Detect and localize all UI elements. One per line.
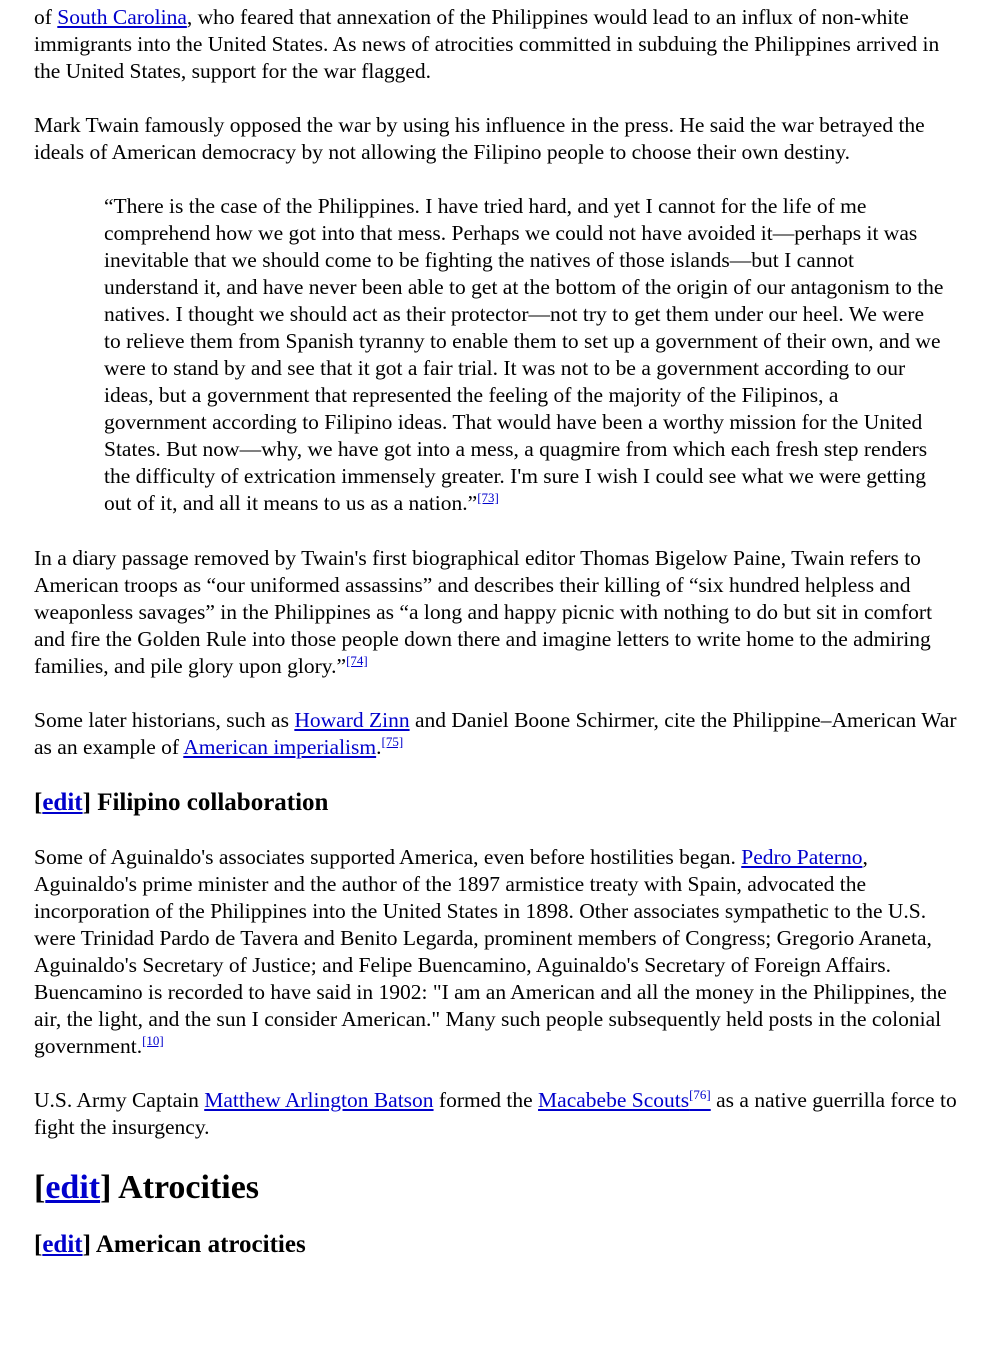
heading-filipino-collaboration-text: Filipino collaboration	[97, 789, 329, 816]
paragraph-aguinaldo-associates	[34, 844, 964, 1060]
heading-atrocities: [edit] Atrocities	[34, 1169, 260, 1206]
p3-text: In a diary passage removed by Twain's first biographical editor Thomas Bigelow Paine, Twain refers to American troops as “our uniformed assassins” and describes their killing of “six hundred helpless and weaponless savages” in the Philippines as “a long and happy picnic with nothing to do but sit in comfort and fire the Golden Rule into those people down there and imagine letters to write home to the admiring families, and pile glory upon glory.”	[34, 546, 933, 678]
link-macabebe-scouts[interactable]	[538, 1088, 711, 1112]
citation-10[interactable]	[142, 1033, 164, 1048]
heading-american-atrocities-text: American atrocities	[95, 1231, 306, 1258]
link-matthew-arlington-batson[interactable]: Matthew Arlington Batson	[204, 1088, 434, 1112]
p5-text: , Aguinaldo's prime minister and the author of the 1897 armistice treaty with Spain, advocated the incorporation of the Philippines into the United States in 1898. Other associates sympathetic to the U.S. were Trinidad Pardo de Tavera and Benito Legarda, prominent members of Congress; Gregorio Araneta, Aguinaldo's Secretary of Justice; and Felipe Buencamino, Aguinaldo's Secretary of Foreign Affairs. Buencamino is recorded to have said in 1902: "I am an American and all the money in the Philippines, the air, the light, and the sun I consider American." Many such people subsequently held posts in the colonial government.	[34, 845, 947, 1058]
heading-filipino-collaboration: [edit] Filipino collaboration	[34, 789, 329, 816]
heading-american-atrocities: [edit] American atrocities	[34, 1231, 306, 1258]
paragraph-batson	[34, 1087, 964, 1141]
citation-73-link[interactable]: [73]	[477, 489, 499, 505]
citation-75-link[interactable]: [75]	[381, 733, 404, 749]
p1-prefix: of	[34, 5, 58, 29]
citation-74-link[interactable]: [74]	[346, 652, 368, 668]
link-macabebe-scouts-text: Macabebe Scouts	[538, 1088, 690, 1112]
heading-atrocities-text: Atrocities	[118, 1169, 260, 1206]
quote-text: “There is the case of the Philippines. I have tried hard, and yet I cannot for the life of me comprehend how we got into that mess. Perhaps we could not have avoided it—perhaps it was inevitable that we should come to be fighting the natives of those islands—but I cannot understand it, and have never been able to get at the bottom of the origin of our antagonism to the natives. I thought we should act as their protector—not try to get them under our heel. We were to relieve them from Spanish tyranny to enable them to set up a government of their own, and we were to stand by and see that it got a fair trial. It was not to be a government according to our ideas, but a government that represented the feeling of the majority of the Filipinos, a government according to Filipino ideas. That would have been a worthy mission for the United States. But now—why, we have got into a mess, a quagmire from which each fresh step renders the difficulty of extrication immensely greater. I'm sure I wish I could see what we were getting out of it, and all it means to us as a nation.”	[104, 194, 944, 515]
twain-quote	[104, 193, 944, 517]
p6-prefix: U.S. Army Captain	[34, 1088, 205, 1112]
p4-prefix: Some later historians, such as	[34, 708, 295, 732]
citation-74[interactable]	[346, 653, 368, 668]
edit-link-filipino-collaboration[interactable]: edit	[42, 789, 83, 816]
link-south-carolina[interactable]: South Carolina	[57, 5, 187, 29]
p6-middle: formed the	[433, 1088, 539, 1112]
p2-text: Mark Twain famously opposed the war by using his influence in the press. He said the war betrayed the ideals of American democracy by not allowing the Filipino people to choose their own destiny.	[34, 113, 925, 164]
p4-middle: and Daniel Boone Schirmer, cite the Philippine–American War as an example of	[34, 708, 957, 759]
p5-prefix: Some of Aguinaldo's associates supported America, even before hostilities began.	[34, 845, 742, 869]
citation-73[interactable]	[477, 490, 499, 505]
edit-link-atrocities[interactable]: edit	[45, 1169, 101, 1206]
paragraph-historians	[34, 707, 964, 761]
paragraph-south-carolina	[34, 4, 964, 85]
p6-suffix: as a native guerrilla force to fight the insurgency.	[34, 1088, 957, 1139]
citation-10-link[interactable]: [10]	[142, 1032, 164, 1048]
citation-75[interactable]	[381, 734, 403, 749]
link-american-imperialism[interactable]: American imperialism	[183, 735, 377, 759]
citation-76[interactable]: [76]	[689, 1086, 711, 1102]
p4-suffix: .	[376, 735, 382, 759]
link-howard-zinn[interactable]: Howard Zinn	[294, 708, 410, 732]
link-pedro-paterno[interactable]: Pedro Paterno	[741, 845, 863, 869]
paragraph-mark-twain	[34, 112, 964, 166]
paragraph-diary-passage	[34, 545, 964, 680]
p1-text: , who feared that annexation of the Philippines would lead to an influx of non-white immigrants into the United States. As news of atrocities committed in subduing the Philippines arrived in the United States, support for the war flagged.	[34, 5, 940, 83]
edit-link-american-atrocities[interactable]: edit	[42, 1231, 83, 1258]
